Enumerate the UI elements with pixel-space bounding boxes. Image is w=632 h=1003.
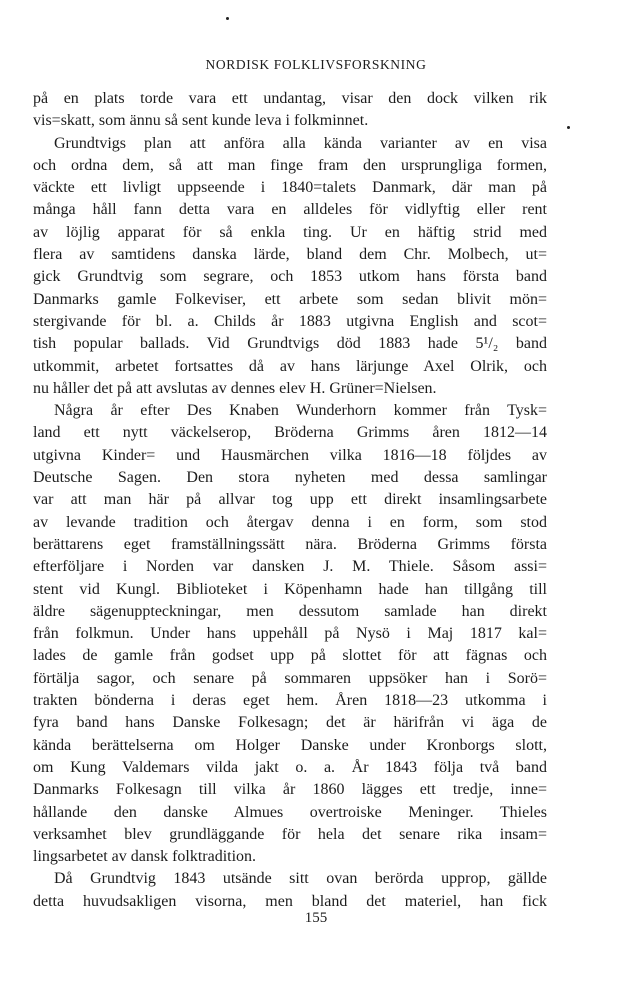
- running-header: NORDISK FOLKLIVSFORSKNING: [205, 57, 427, 72]
- text-line: fyra band hans Danske Folkesagn; det är härifrån vi äga de: [33, 714, 547, 732]
- text-line: verksamhet blev grundläggande för hela det senare rika insam=: [33, 825, 547, 843]
- text-line: om Kung Valdemars vilda jakt o. a. År 1843 följa två band: [33, 758, 547, 776]
- text-line: väckte ett livligt uppseende i 1840=talets Danmark, där man på: [33, 179, 547, 197]
- text-line: gick Grundtvig som segrare, och 1853 utkom hans första band: [33, 268, 547, 286]
- text-line: Deutsche Sagen. Den stora nyheten med dessa samlingar: [33, 469, 547, 487]
- text-line: Danmarks Folkesagn till vilka år 1860 lägges ett tredje, inne=: [33, 781, 547, 799]
- text-line: kända berättelserna om Holger Danske under Kronborgs slott,: [33, 736, 547, 754]
- text-line: stergivande för bl. a. Childs år 1883 utgivna English and scot=: [33, 312, 547, 330]
- text-line: var att man här på allvar tog upp ett direkt insamlingsarbete: [33, 491, 547, 509]
- text-line: land ett nytt väckelserop, Bröderna Grimms åren 1812—14: [33, 424, 547, 442]
- text-line: vis=skatt, som ännu så sent kunde leva i folkminnet.: [33, 112, 369, 130]
- page-number: 155: [304, 910, 328, 926]
- body-text: [33, 88, 547, 913]
- ink-speck: [567, 126, 570, 129]
- text-line: många håll fann detta vara en alldeles för vidlyftig eller rent: [33, 201, 547, 219]
- text-line: hållande den danske Almues overtroiske Meninger. Thieles: [33, 803, 547, 821]
- text-line: efterföljare i Norden var dansken J. M. Thiele. Såsom assi=: [33, 558, 547, 576]
- text-line: tish popular ballads. Vid Grundtvigs död 1883 hade 5¹/₂ band: [33, 335, 547, 353]
- text-line: förtälja sagor, och senare på sommaren uppsöker han i Sorö=: [33, 669, 547, 687]
- text-line: äldre sägenuppteckningar, men dessutom samlade han direkt: [33, 602, 547, 620]
- text-line: av levande tradition och återgav denna i en form, som stod: [33, 513, 547, 531]
- text-line: lingsarbetet av dansk folktradition.: [33, 848, 257, 866]
- text-line: utkommit, arbetet fortsattes då av hans lärjunge Axel Olrik, och: [33, 357, 547, 375]
- text-line: och ordna dem, så att man finge fram den ursprungliga formen,: [33, 156, 547, 174]
- text-line: utgivna Kinder= und Hausmärchen vilka 1816—18 följdes av: [33, 446, 547, 464]
- text-line: på en plats torde vara ett undantag, visar den dock vilken rik: [33, 90, 547, 107]
- text-line: stent vid Kungl. Biblioteket i Köpenhamn hade han tillgång till: [33, 580, 547, 598]
- text-line: detta huvudsakligen visorna, men bland det materiel, han fick: [33, 892, 547, 910]
- text-line: Några år efter Des Knaben Wunderhorn kommer från Tysk=: [54, 402, 547, 420]
- text-line: Danmarks gamle Folkeviser, ett arbete som sedan blivit mön=: [33, 290, 547, 308]
- text-line: flera av samtidens danska lärde, bland dem Chr. Molbech, ut=: [33, 246, 547, 264]
- ink-speck: [226, 17, 229, 20]
- text-line: lades de gamle från godset upp på slottet för att fägnas och: [33, 647, 547, 665]
- text-line: av löjlig apparat för så enkla ting. Ur en häftig strid med: [33, 223, 547, 241]
- text-line: nu håller det på att avslutas av dennes elev H. Grüner=Nielsen.: [33, 379, 437, 397]
- text-line: trakten bönderna i deras eget hem. Åren 1818—23 utkomma i: [33, 692, 547, 710]
- text-line: Grundtvigs plan att anföra alla kända varianter av en visa: [54, 134, 547, 152]
- text-line: berättarens eget framställningssätt nära. Bröderna Grimms första: [33, 535, 547, 553]
- text-line: Då Grundtvig 1843 utsände sitt ovan berörda upprop, gällde: [54, 870, 547, 888]
- text-line: från folkmun. Under hans uppehåll på Nysö i Maj 1817 kal=: [33, 625, 547, 643]
